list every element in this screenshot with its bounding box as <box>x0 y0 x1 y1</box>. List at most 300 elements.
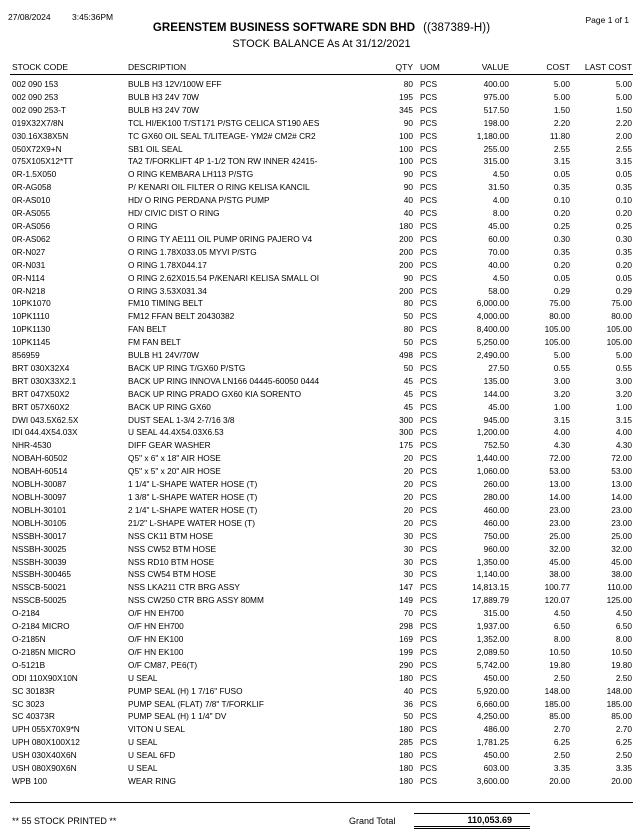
company-title <box>0 22 643 34</box>
uom-cell: PCS <box>420 324 438 335</box>
stock-code-cell: 0R-N114 <box>12 272 45 283</box>
uom-cell: PCS <box>420 737 438 748</box>
qty-cell: 30 <box>403 530 413 541</box>
description-cell: O/F HN EK100 <box>128 646 184 657</box>
stock-code-cell: ODI 110X90X10N <box>12 672 78 683</box>
uom-cell: PCS <box>420 711 438 722</box>
last-cost-cell: 3.35 <box>615 763 632 774</box>
uom-cell: PCS <box>420 272 438 283</box>
value-cell: 4,000.00 <box>476 311 509 322</box>
description-cell: BACK UP RING T/GX60 P/STG <box>128 362 246 373</box>
table-row <box>0 620 643 633</box>
qty-cell: 80 <box>403 79 413 89</box>
last-cost-cell: 23.00 <box>611 517 632 528</box>
value-cell: 135.00 <box>483 375 509 386</box>
cost-cell: 85.00 <box>549 711 570 722</box>
table-row <box>0 323 643 336</box>
stock-code-cell: NHR-4530 <box>12 440 52 451</box>
uom-cell: PCS <box>420 517 438 528</box>
stock-code-cell: 0R-N218 <box>12 285 46 296</box>
description-cell: O/F HN EK100 <box>128 633 184 644</box>
uom-cell: PCS <box>420 440 438 451</box>
value-cell: 960.00 <box>483 543 509 554</box>
last-cost-cell: 3.15 <box>615 156 632 167</box>
qty-cell: 100 <box>399 143 413 154</box>
cost-cell: 11.80 <box>549 130 570 141</box>
cost-cell: 23.00 <box>549 504 570 515</box>
qty-cell: 80 <box>403 324 413 335</box>
qty-cell: 50 <box>403 362 413 373</box>
value-cell: 460.00 <box>483 517 509 528</box>
stock-code-cell: 10PK1130 <box>12 324 51 335</box>
description-cell: BACK UP RING INNOVA LN166 04445-60050 0444 <box>128 375 320 386</box>
description-cell: TC GX60 OIL SEAL T/LITEAGE- YM2# CM2# CR2 <box>128 130 316 141</box>
table-row <box>0 297 643 310</box>
stock-code-cell: 019X32X7/8N <box>12 117 64 128</box>
report-title: STOCK BALANCE As At 31/12/2021 <box>232 38 411 50</box>
qty-cell: 498 <box>399 350 413 361</box>
qty-cell: 169 <box>399 633 413 644</box>
table-row <box>0 272 643 285</box>
description-cell: HD/ CIVIC DIST O RING <box>128 208 220 219</box>
value-cell: 198.00 <box>483 117 509 128</box>
cost-cell: 25.00 <box>549 530 570 541</box>
table-row <box>0 362 643 375</box>
description-cell: DIFF GEAR WASHER <box>128 440 211 451</box>
stock-code-cell: 10PK1070 <box>12 298 51 309</box>
stock-code-cell: 856959 <box>12 350 40 361</box>
table-row <box>0 143 643 156</box>
cost-cell: 32.00 <box>549 543 570 554</box>
table-row <box>0 181 643 194</box>
cost-cell: 8.00 <box>553 633 570 644</box>
last-cost-cell: 0.10 <box>615 195 632 206</box>
description-cell: VITON U SEAL <box>128 724 186 735</box>
stock-code-cell: USH 080X90X6N <box>12 763 77 774</box>
description-cell: PUMP SEAL (H) 1 7/16" FUSO <box>128 685 243 696</box>
qty-cell: 147 <box>399 582 413 593</box>
qty-cell: 199 <box>399 646 413 657</box>
description-cell: NSS RD10 BTM HOSE <box>128 556 215 567</box>
qty-cell: 30 <box>403 556 413 567</box>
table-row <box>0 736 643 749</box>
stock-code-cell: 050X72X9+N <box>12 143 62 154</box>
uom-cell: PCS <box>420 91 438 102</box>
value-cell: 144.00 <box>483 388 509 399</box>
cost-cell: 3.20 <box>553 388 570 399</box>
value-cell: 17,889.79 <box>472 595 509 606</box>
cost-cell: 14.00 <box>549 492 570 502</box>
description-cell: NSS CW52 BTM HOSE <box>128 543 217 554</box>
table-row <box>0 130 643 143</box>
qty-cell: 20 <box>403 492 413 502</box>
description-cell: NSS CK11 BTM HOSE <box>128 530 214 541</box>
value-cell: 280.00 <box>483 492 509 502</box>
stock-code-cell: UPH 080X100X12 <box>12 737 80 748</box>
table-row <box>0 117 643 130</box>
table-row <box>0 246 643 259</box>
stock-code-cell: SC 40373R <box>12 711 55 722</box>
stock-code-cell: NOBLH-30101 <box>12 504 67 515</box>
last-cost-cell: 23.00 <box>611 504 632 515</box>
cost-cell: 0.25 <box>553 220 570 231</box>
uom-cell: PCS <box>420 156 438 167</box>
table-row <box>0 104 643 117</box>
table-row <box>0 401 643 414</box>
value-cell: 460.00 <box>483 504 509 515</box>
cost-cell: 0.10 <box>553 195 570 206</box>
uom-cell: PCS <box>420 466 438 477</box>
description-cell: FAN BELT <box>128 324 167 335</box>
description-cell: NSS LKA211 CTR BRG ASSY <box>128 582 240 593</box>
uom-cell: PCS <box>420 453 438 464</box>
value-cell: 400.00 <box>483 79 509 89</box>
table-row <box>0 168 643 181</box>
table-row <box>0 775 643 788</box>
value-cell: 486.00 <box>483 724 509 735</box>
description-cell: 1 3/8" L-SHAPE WATER HOSE (T) <box>128 492 258 502</box>
last-cost-cell: 2.00 <box>615 130 632 141</box>
cost-cell: 4.30 <box>553 440 570 451</box>
table-row <box>0 646 643 659</box>
qty-cell: 180 <box>399 775 413 786</box>
table-row <box>0 426 643 439</box>
value-cell: 315.00 <box>483 156 509 167</box>
qty-cell: 45 <box>403 375 413 386</box>
qty-cell: 300 <box>399 414 413 425</box>
uom-cell: PCS <box>420 427 438 438</box>
stock-code-cell: O-2184 MICRO <box>12 621 70 632</box>
table-row <box>0 723 643 736</box>
report-date: 27/08/2024 <box>8 12 51 22</box>
cost-cell: 148.00 <box>544 685 570 696</box>
description-cell: 21/2" L-SHAPE WATER HOSE (T) <box>128 517 255 528</box>
uom-cell: PCS <box>420 182 438 193</box>
uom-cell: PCS <box>420 750 438 761</box>
cost-cell: 3.35 <box>553 763 570 774</box>
last-cost-cell: 8.00 <box>615 633 632 644</box>
last-cost-cell: 0.05 <box>615 272 632 283</box>
value-cell: 2,490.00 <box>476 350 509 361</box>
last-cost-cell: 3.20 <box>615 388 632 399</box>
company-name: GREENSTEM BUSINESS SOFTWARE SDN BHD <box>152 22 416 34</box>
value-cell: 750.00 <box>483 530 509 541</box>
last-cost-cell: 185.00 <box>606 698 632 709</box>
grand-total-label: Grand Total <box>349 816 396 826</box>
last-cost-cell: 0.35 <box>615 182 632 193</box>
description-cell: O RING 1.78X033.05 MYVI P/STG <box>128 246 257 257</box>
value-cell: 60.00 <box>488 233 509 244</box>
stock-code-cell: BRT 030X32X4 <box>12 362 70 373</box>
description-cell: FM10 TIMING BELT <box>128 298 203 309</box>
qty-cell: 30 <box>403 543 413 554</box>
cost-cell: 105.00 <box>544 324 570 335</box>
page-number: Page 1 of 1 <box>585 15 629 25</box>
cost-cell: 5.00 <box>553 79 570 89</box>
stock-code-cell: SC 3023 <box>12 698 45 709</box>
cost-cell: 0.20 <box>553 208 570 219</box>
table-row <box>0 710 643 723</box>
description-cell: O RING 1.78X044.17 <box>128 259 207 270</box>
description-cell: BULB H3 24V 70W <box>128 91 200 102</box>
table-row <box>0 556 643 569</box>
stock-code-cell: 002 090 253-T <box>12 104 66 115</box>
col-cost: COST <box>546 62 570 72</box>
grand-total-value: 110,053.69 <box>414 813 530 829</box>
uom-cell: PCS <box>420 298 438 309</box>
cost-cell: 4.50 <box>553 608 570 619</box>
qty-cell: 290 <box>399 659 413 670</box>
stock-table-body <box>0 78 643 788</box>
value-cell: 1,180.00 <box>476 130 509 141</box>
cost-cell: 6.50 <box>553 621 570 632</box>
cost-cell: 3.15 <box>553 156 570 167</box>
qty-cell: 180 <box>399 672 413 683</box>
description-cell: O/F HN EH700 <box>128 621 184 632</box>
cost-cell: 45.00 <box>549 556 570 567</box>
description-cell: O RING TY AE111 OIL PUMP 0RING PAJERO V4 <box>128 233 313 244</box>
last-cost-cell: 45.00 <box>611 556 632 567</box>
last-cost-cell: 105.00 <box>606 324 632 335</box>
stock-code-cell: NOBAH-60502 <box>12 453 68 464</box>
description-cell: PUMP SEAL (H) 1 1/4" DV <box>128 711 227 722</box>
last-cost-cell: 6.25 <box>615 737 632 748</box>
description-cell: WEAR RING <box>128 775 176 786</box>
table-row <box>0 439 643 452</box>
description-cell: TA2 T/FORKLIFT 4P 1-1/2 TON RW INNER 42415- <box>128 156 318 167</box>
value-cell: 1,200.00 <box>476 427 509 438</box>
uom-cell: PCS <box>420 388 438 399</box>
stock-code-cell: NOBLH-30105 <box>12 517 67 528</box>
table-row <box>0 233 643 246</box>
last-cost-cell: 105.00 <box>606 337 632 348</box>
qty-cell: 20 <box>403 517 413 528</box>
qty-cell: 40 <box>403 685 413 696</box>
uom-cell: PCS <box>420 646 438 657</box>
col-qty: QTY <box>395 62 413 72</box>
last-cost-cell: 14.00 <box>611 492 632 502</box>
table-row <box>0 749 643 762</box>
stock-code-cell: NSSBH-30039 <box>12 556 67 567</box>
table-row <box>0 310 643 323</box>
table-row <box>0 633 643 646</box>
value-cell: 517.50 <box>483 104 509 115</box>
stock-code-cell: NSSCB-50021 <box>12 582 67 593</box>
description-cell: BULB H3 24V 70W <box>128 104 200 115</box>
last-cost-cell: 0.29 <box>615 285 632 296</box>
value-cell: 58.00 <box>488 285 509 296</box>
description-cell: NSS CW54 BTM HOSE <box>128 569 217 580</box>
table-row <box>0 285 643 298</box>
uom-cell: PCS <box>420 208 438 219</box>
value-cell: 3,600.00 <box>476 775 509 786</box>
table-row <box>0 517 643 530</box>
stock-code-cell: 0R-N031 <box>12 259 46 270</box>
cost-cell: 1.00 <box>553 401 570 412</box>
stock-code-cell: O-5121B <box>12 659 46 670</box>
table-row <box>0 762 643 775</box>
value-cell: 70.00 <box>488 246 509 257</box>
description-cell: BULB H3 12V/100W EFF <box>128 79 222 89</box>
qty-cell: 175 <box>399 440 413 451</box>
stock-code-cell: 0R-N027 <box>12 246 46 257</box>
description-cell: P/ KENARI OIL FILTER O RING KELISA KANCIL <box>128 182 310 193</box>
qty-cell: 298 <box>399 621 413 632</box>
value-cell: 1,937.00 <box>476 621 509 632</box>
cost-cell: 75.00 <box>549 298 570 309</box>
table-row <box>0 207 643 220</box>
uom-cell: PCS <box>420 169 438 180</box>
qty-cell: 149 <box>399 595 413 606</box>
uom-cell: PCS <box>420 530 438 541</box>
stock-code-cell: WPB 100 <box>12 775 48 786</box>
value-cell: 450.00 <box>483 750 509 761</box>
uom-cell: PCS <box>420 608 438 619</box>
value-cell: 4.50 <box>492 272 509 283</box>
table-row <box>0 259 643 272</box>
table-row <box>0 375 643 388</box>
qty-cell: 200 <box>399 246 413 257</box>
last-cost-cell: 5.00 <box>615 91 632 102</box>
last-cost-cell: 125.00 <box>606 595 632 606</box>
value-cell: 5,742.00 <box>476 659 509 670</box>
uom-cell: PCS <box>420 143 438 154</box>
cost-cell: 19.80 <box>549 659 570 670</box>
last-cost-cell: 5.00 <box>615 79 632 89</box>
uom-cell: PCS <box>420 104 438 115</box>
uom-cell: PCS <box>420 401 438 412</box>
cost-cell: 5.00 <box>553 91 570 102</box>
description-cell: Q5" x 5" x 20" AIR HOSE <box>128 466 221 477</box>
stock-code-cell: 002 090 153 <box>12 79 59 89</box>
table-row <box>0 491 643 504</box>
value-cell: 255.00 <box>483 143 509 154</box>
qty-cell: 45 <box>403 388 413 399</box>
stock-code-cell: NSSBH-30025 <box>12 543 67 554</box>
cost-cell: 80.00 <box>549 311 570 322</box>
table-row <box>0 478 643 491</box>
value-cell: 5,250.00 <box>476 337 509 348</box>
stock-code-cell: 0R-AS062 <box>12 233 51 244</box>
uom-cell: PCS <box>420 117 438 128</box>
uom-cell: PCS <box>420 311 438 322</box>
value-cell: 45.00 <box>488 220 509 231</box>
qty-cell: 90 <box>403 272 413 283</box>
qty-cell: 180 <box>399 220 413 231</box>
stock-code-cell: 002 090 253 <box>12 91 59 102</box>
stock-code-cell: NSSBH-300465 <box>12 569 72 580</box>
table-row <box>0 336 643 349</box>
table-row <box>0 581 643 594</box>
report-time: 3:45:36PM <box>72 12 114 22</box>
cost-cell: 2.50 <box>553 672 570 683</box>
uom-cell: PCS <box>420 582 438 593</box>
last-cost-cell: 3.15 <box>615 414 632 425</box>
stock-code-cell: O-2185N MICRO <box>12 646 76 657</box>
cost-cell: 0.30 <box>553 233 570 244</box>
uom-cell: PCS <box>420 414 438 425</box>
uom-cell: PCS <box>420 621 438 632</box>
qty-cell: 200 <box>399 285 413 296</box>
cost-cell: 13.00 <box>549 479 570 490</box>
last-cost-cell: 3.00 <box>615 375 632 386</box>
description-cell: U SEAL 44.4X54.03X6.53 <box>128 427 224 438</box>
uom-cell: PCS <box>420 492 438 502</box>
stock-code-cell: NSSBH-30017 <box>12 530 67 541</box>
value-cell: 8,400.00 <box>476 324 509 335</box>
description-cell: PUMP SEAL (FLAT) 7/8" T/FORKLIF <box>128 698 264 709</box>
col-description: DESCRIPTION <box>128 62 187 72</box>
value-cell: 4.50 <box>492 169 509 180</box>
last-cost-cell: 1.00 <box>615 401 632 412</box>
value-cell: 40.00 <box>488 259 509 270</box>
stock-code-cell: 075X105X12*TT <box>12 156 74 167</box>
uom-cell: PCS <box>420 350 438 361</box>
last-cost-cell: 2.55 <box>615 143 632 154</box>
qty-cell: 20 <box>403 453 413 464</box>
cost-cell: 0.35 <box>553 182 570 193</box>
last-cost-cell: 0.20 <box>615 208 632 219</box>
table-row <box>0 594 643 607</box>
uom-cell: PCS <box>420 595 438 606</box>
qty-cell: 100 <box>399 130 413 141</box>
uom-cell: PCS <box>420 246 438 257</box>
uom-cell: PCS <box>420 233 438 244</box>
table-row <box>0 607 643 620</box>
description-cell: NSS CW250 CTR BRG ASSY 80MM <box>128 595 264 606</box>
description-cell: 2 1/4" L-SHAPE WATER HOSE (T) <box>128 504 258 515</box>
qty-cell: 50 <box>403 711 413 722</box>
last-cost-cell: 4.50 <box>615 608 632 619</box>
last-cost-cell: 53.00 <box>611 466 632 477</box>
cost-cell: 53.00 <box>549 466 570 477</box>
table-row <box>0 452 643 465</box>
last-cost-cell: 0.30 <box>615 233 632 244</box>
uom-cell: PCS <box>420 130 438 141</box>
value-cell: 14,813.15 <box>472 582 509 593</box>
qty-cell: 180 <box>399 750 413 761</box>
last-cost-cell: 0.20 <box>615 259 632 270</box>
cost-cell: 100.77 <box>544 582 570 593</box>
value-cell: 975.00 <box>483 91 509 102</box>
col-uom: UOM <box>420 62 440 72</box>
uom-cell: PCS <box>420 659 438 670</box>
last-cost-cell: 25.00 <box>611 530 632 541</box>
value-cell: 8.00 <box>492 208 509 219</box>
cost-cell: 0.29 <box>553 285 570 296</box>
cost-cell: 0.35 <box>553 246 570 257</box>
value-cell: 2,089.50 <box>476 646 509 657</box>
last-cost-cell: 110.00 <box>607 582 632 593</box>
qty-cell: 50 <box>403 311 413 322</box>
qty-cell: 80 <box>403 298 413 309</box>
description-cell: O RING <box>128 220 158 231</box>
value-cell: 603.00 <box>483 763 509 774</box>
table-row <box>0 194 643 207</box>
description-cell: 1 1/4" L-SHAPE WATER HOSE (T) <box>128 479 258 490</box>
last-cost-cell: 0.05 <box>615 169 632 180</box>
footer-rule <box>10 802 633 803</box>
stock-code-cell: 10PK1145 <box>12 337 51 348</box>
qty-cell: 40 <box>403 208 413 219</box>
stock-code-cell: 0R-AG058 <box>12 182 52 193</box>
last-cost-cell: 4.30 <box>615 440 632 451</box>
qty-cell: 90 <box>403 182 413 193</box>
last-cost-cell: 2.50 <box>615 750 632 761</box>
description-cell: U SEAL <box>128 737 158 748</box>
last-cost-cell: 75.00 <box>611 298 632 309</box>
cost-cell: 5.00 <box>553 350 570 361</box>
